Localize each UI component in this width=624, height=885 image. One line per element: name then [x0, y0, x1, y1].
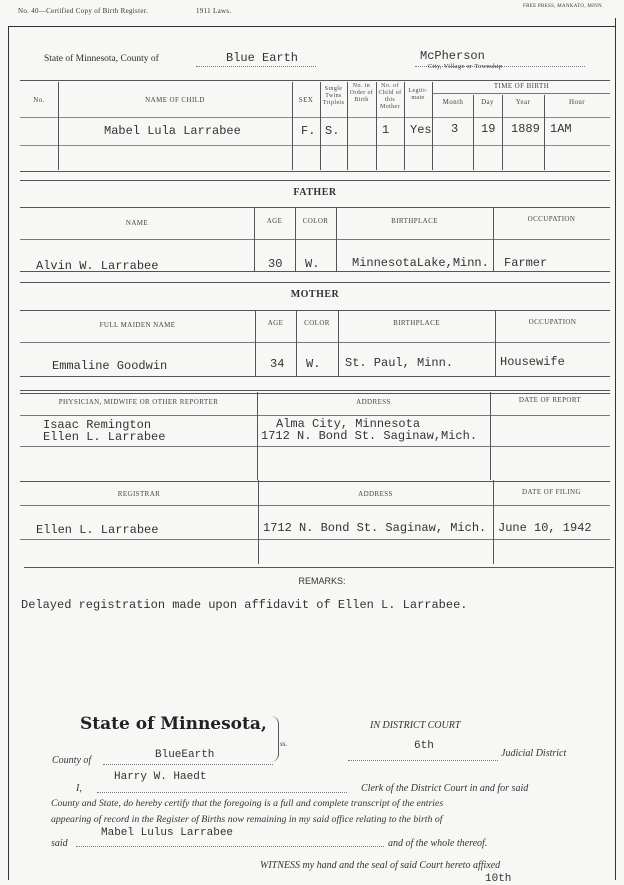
mother-rule-bottom: [20, 376, 610, 377]
mother-name: Emmaline Goodwin: [52, 359, 168, 373]
registrar-rule-top: [20, 481, 610, 482]
cert-county-line: [103, 764, 273, 765]
remarks-title: REMARKS:: [298, 576, 346, 586]
frame-top: [8, 26, 616, 27]
reporter-address-2: 1712 N. Bond St. Saginaw,Mich.: [261, 429, 478, 443]
county-of-label: County of: [52, 755, 92, 766]
father-header-occupation: OCCUPATION: [527, 215, 576, 223]
whole-thereof-label: and of the whole thereof.: [388, 838, 488, 849]
mother-occupation: Housewife: [500, 355, 565, 369]
remarks-text: Delayed registration made upon affidavit of Ellen L. Larrabee.: [21, 598, 468, 612]
reporter-header-name: PHYSICIAN, MIDWIFE OR OTHER REPORTER: [58, 398, 219, 406]
reporter-name-2: Ellen L. Larrabee: [43, 430, 166, 444]
district-label: Judicial District: [501, 748, 567, 759]
mother-header-name: FULL MAIDEN NAME: [99, 321, 176, 329]
child-rule-mid: [20, 117, 610, 118]
city-value: McPherson: [420, 49, 485, 63]
reporter-rule-mid: [20, 415, 610, 416]
header-sex: SEX: [298, 96, 314, 104]
county-line: [196, 66, 316, 67]
header-time-of-birth: TIME OF BIRTH: [493, 82, 550, 90]
child-rule-low: [20, 145, 610, 146]
reporter-header-date: DATE OF REPORT: [518, 396, 582, 404]
mother-header-color: COLOR: [304, 319, 330, 327]
said-line: [76, 846, 384, 847]
clerk-line: [97, 792, 347, 793]
child-col-divider: [432, 82, 433, 170]
header-legitimate: Legiti-mate: [408, 88, 428, 101]
court-label: IN DISTRICT COURT: [370, 720, 461, 731]
mother-rule-top: [20, 310, 610, 311]
reporter-address-1: Alma City, Minnesota: [276, 417, 421, 431]
registrar-name: Ellen L. Larrabee: [36, 523, 159, 537]
father-name: Alvin W. Larrabee: [36, 259, 159, 273]
time-of-birth-rule: [433, 93, 610, 94]
remarks-rule: [24, 567, 614, 568]
county-value: Blue Earth: [226, 51, 299, 65]
father-birthplace: MinnesotaLake,Minn.: [352, 256, 489, 270]
district-line: [348, 760, 498, 761]
child-col-divider: [544, 95, 545, 170]
clerk-text: Clerk of the District Court in and for said: [361, 783, 529, 794]
certificate-state-title: State of Minnesota,: [80, 714, 267, 734]
father-section-title: FATHER: [293, 187, 337, 198]
father-header-age: AGE: [266, 217, 283, 225]
father-rule-double: [20, 282, 610, 283]
father-header-color: COLOR: [302, 217, 329, 225]
header-no: No.: [33, 96, 45, 104]
mother-header-occupation: OCCUPATION: [528, 318, 577, 326]
clerk-name: Harry W. Haedt: [114, 771, 207, 783]
child-rule-top: [20, 80, 610, 81]
father-age: 30: [268, 257, 283, 271]
child-sex: F.: [301, 124, 316, 138]
district-number: 6th: [414, 740, 434, 752]
birth-day: 19: [481, 122, 496, 136]
form-laws: 1911 Laws.: [196, 7, 232, 15]
printer-name: FREE PRESS, MANKATO, MINN.: [523, 4, 604, 9]
mother-header-age: AGE: [267, 319, 284, 327]
certified-child-name: Mabel Lulus Larrabee: [101, 827, 234, 839]
mother-rule-double: [20, 390, 610, 391]
child-single-twins: S.: [325, 124, 340, 138]
father-occupation: Farmer: [504, 256, 548, 270]
reporter-name-1: Isaac Remington: [43, 418, 152, 432]
form-number: No. 40—Certified Copy of Birth Register.: [18, 7, 149, 15]
reporter-col-divider: [490, 392, 491, 480]
child-legitimate: Yes: [410, 123, 432, 137]
child-rule-double: [20, 180, 610, 181]
child-rule-bottom: [20, 171, 610, 172]
city-caption: City, Village or Township: [428, 63, 503, 70]
cert-county: BlueEarth: [155, 749, 215, 761]
ss-label: ss.: [280, 740, 288, 748]
header-year: Year: [515, 98, 531, 106]
frame-right: [615, 18, 616, 880]
header-order-of-birth: No. in Order of Birth: [349, 83, 374, 103]
registrar-rule-mid: [20, 505, 610, 506]
reporter-header-address: ADDRESS: [356, 398, 391, 406]
registrar-date: June 10, 1942: [498, 521, 592, 535]
registrar-header-address: ADDRESS: [358, 490, 393, 498]
header-month: Month: [442, 98, 464, 106]
header-single-twins: Single Twins Triplets: [322, 86, 345, 106]
child-name: Mabel Lula Larrabee: [104, 124, 241, 138]
frame-left: [8, 26, 9, 880]
father-color: W.: [305, 257, 320, 271]
witness-line: WITNESS my hand and the seal of said Court hereto affixed: [260, 860, 501, 871]
father-rule-top: [20, 207, 610, 208]
father-header-birthplace: BIRTHPLACE: [391, 217, 438, 225]
mother-color: W.: [306, 357, 321, 371]
mother-header-birthplace: BIRTHPLACE: [393, 319, 440, 327]
reporter-rule-low: [20, 446, 610, 447]
birth-month: 3: [451, 122, 459, 136]
registrar-header-name: REGISTRAR: [117, 490, 161, 498]
header-day: Day: [481, 98, 494, 106]
child-of-mother: 1: [382, 123, 390, 137]
mother-section-title: MOTHER: [290, 289, 340, 300]
birth-hour: 1AM: [550, 122, 572, 136]
brace: [270, 716, 279, 762]
certify-line-3: appearing of record in the Register of Births now remaining in my said office relating to the birth of: [51, 814, 443, 825]
mother-birthplace: St. Paul, Minn.: [345, 356, 454, 370]
registrar-rule-low: [20, 539, 610, 540]
state-county-label: State of Minnesota, County of: [44, 54, 159, 64]
said-label: said: [51, 838, 68, 849]
registrar-header-date: DATE OF FILING: [522, 488, 581, 496]
birth-year: 1889: [511, 122, 540, 136]
header-hour: Hour: [569, 98, 585, 106]
mother-rule-mid: [20, 342, 610, 343]
witness-day-partial: 10th: [485, 873, 512, 885]
header-child-of-mother: No. of Child of this Mother: [378, 83, 402, 110]
registrar-address: 1712 N. Bond St. Saginaw, Mich.: [263, 521, 487, 535]
father-header-name: NAME: [125, 219, 149, 227]
reporter-rule-top: [20, 393, 610, 394]
child-col-divider: [473, 95, 474, 170]
father-rule-mid: [20, 239, 610, 240]
i-label: I,: [76, 783, 82, 794]
mother-age: 34: [270, 357, 285, 371]
child-col-divider: [502, 95, 503, 170]
certify-line-2: County and State, do hereby certify that the foregoing is a full and complete transcript of the entries: [51, 798, 444, 809]
header-name-of-child: NAME OF CHILD: [145, 96, 205, 104]
